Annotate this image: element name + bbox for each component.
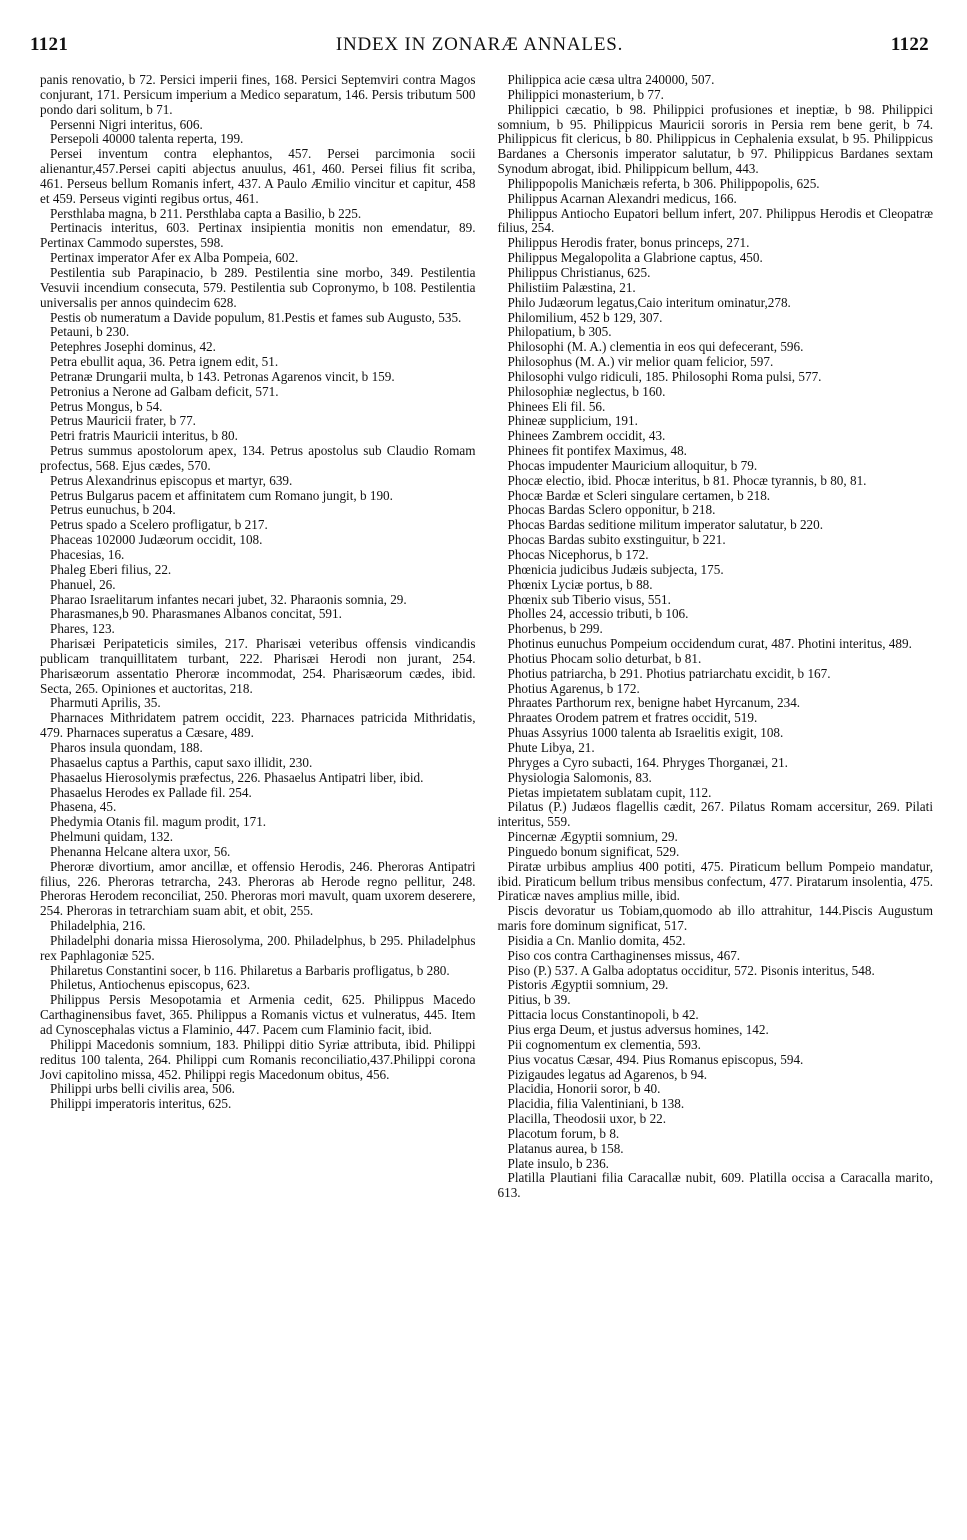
index-entry: Petrus spado a Scelero profligatur, b 217. (50, 517, 268, 533)
index-entry: Phenanna Helcane altera uxor, 56. (50, 843, 231, 859)
index-entry: Phraates Orodem patrem et fratres occidit, 519. (507, 710, 758, 726)
index-entry: Petri fratris Mauricii interitus, b 80. (50, 428, 238, 444)
index-entry: Pilatus (P.) Judæos flagellis cædit, 267. Pilatus Romam accersitur, 269. Pilati interitus, 559. (497, 799, 933, 830)
index-entry: Placilla, Theodosii uxor, b 22. (507, 1111, 667, 1127)
running-title: INDEX IN ZONARÆ ANNALES. (335, 34, 624, 55)
index-entry: Pholles 24, accessio tributi, b 106. (507, 606, 689, 622)
index-entry: Phedymia Otanis fil. magum prodit, 171. (50, 814, 267, 830)
index-entry: Phaleg Eberi filius, 22. (50, 561, 172, 577)
index-entry: Philosophi (M. A.) clementia in eos qui defecerant, 596. (507, 339, 804, 355)
index-entry: Philistiim Palæstina, 21. (507, 279, 636, 295)
index-entry: Placidia, filia Valentiniani, b 138. (507, 1096, 685, 1112)
index-entry: Philippi urbs belli civilis area, 506. (50, 1081, 235, 1097)
index-entry: Physiologia Salomonis, 83. (507, 769, 652, 785)
index-entry: Philippus Megalopolita a Glabrione captus, 450. (507, 250, 763, 266)
index-entry: Phocas Bardas subito exstinguitur, b 221. (507, 532, 726, 548)
index-entry: Philosophiæ neglectus, b 160. (507, 383, 666, 399)
index-entry: Platanus aurea, b 158. (507, 1140, 624, 1156)
index-entry: Phryges a Cyro subacti, 164. Phryges Thorganæi, 21. (507, 754, 788, 770)
index-entry: Petephres Josephi dominus, 42. (50, 339, 216, 355)
index-entry: Pisidia a Cn. Manlio domita, 452. (507, 932, 686, 948)
index-entry: Petrus Alexandrinus episcopus et martyr, 639. (50, 472, 293, 488)
index-entry: Phocas impudenter Mauricium alloquitur, b 79. (507, 457, 758, 473)
index-entry: Philippi imperatoris interitus, 625. (50, 1096, 232, 1112)
index-entry: Philippus Persis Mesopotamia et Armenia cedit, 625. Philippus Macedo Carthaginensibus favet, 365. Philippus a Romanis victus et vulneratus, 445. Item ad Cynoscephalas victus a Flaminio, 447. Pacem cum Flaminio facit, ibid. (40, 992, 476, 1037)
right-page-number: 1122 (890, 34, 929, 55)
index-entry: Phasaelus Herodes ex Pallade fil. 254. (50, 784, 252, 800)
index-entry: panis renovatio, b 72. Persici imperii fines, 168. Persici Septemviri contra Magos conjurant, 171. Persicum imperium a Medico separatum, 146. Persis tributum 500 pondo dari solitum, b 71. (40, 72, 476, 117)
index-entry: Phaceas 102000 Judæorum occidit, 108. (50, 532, 263, 548)
index-entry: Philaretus Constantini socer, b 116. Philaretus a Barbaris profligatus, b 280. (50, 962, 450, 978)
index-entry: Petranæ Drungarii multa, b 143. Petronas Agarenos vincit, b 159. (50, 368, 395, 384)
index-entry: Pius vocatus Cæsar, 494. Pius Romanus episcopus, 594. (507, 1051, 804, 1067)
index-entry: Philippus Herodis frater, bonus princeps, 271. (507, 235, 750, 251)
index-entry: Piso cos contra Carthaginenses missus, 467. (507, 947, 741, 963)
index-entry: Pistoris Ægyptii somnium, 29. (507, 977, 669, 993)
index-entry: Petrus Mongus, b 54. (50, 398, 163, 414)
index-entry: Petronius a Nerone ad Galbam deficit, 571. (50, 383, 279, 399)
index-entry: Persthlaba magna, b 211. Persthlaba capta a Basilio, b 225. (50, 205, 362, 221)
index-entry: Petrus Mauricii frater, b 77. (50, 413, 196, 429)
index-entry: Petauni, b 230. (50, 324, 130, 340)
index-entry: Phelmuni quidam, 132. (50, 829, 174, 845)
index-entry: Pharao Israelitarum infantes necari jubet, 32. Pharaonis somnia, 29. (50, 591, 407, 607)
index-entry: Piscis devoratur us Tobiam,quomodo ab illo attrahitur, 144.Piscis Augustum maris fore dominum significat, 517. (497, 903, 933, 934)
index-entry: Pertinax imperator Afer ex Alba Pompeia, 602. (50, 250, 299, 266)
index-entry: Persei inventum contra elephantos, 457. Persei parcimonia socii alienantur,457.Persei capiti abjectus anuulus, 461, 460. Persei filius fit scriba, 461. Perseus bellum Romanis infert, 437. A Paulo Æmilio vincitur et capitur, 458 et 459. Perseus viginti regibus ortus, 461. (40, 146, 476, 206)
index-entry: Philippus Antiocho Eupatori bellum infert, 207. Philippus Herodis et Cleopatræ filius, 254. (497, 205, 933, 236)
index-entry: Placidia, Honorii soror, b 40. (507, 1081, 661, 1097)
index-entry: Philippus Acarnan Alexandri medicus, 166. (507, 190, 737, 206)
index-entry: Pestis ob numeratum a Davide populum, 81.Pestis et fames sub Augusto, 535. (50, 309, 462, 325)
index-entry: Pii cognomentum ex clementia, 593. (507, 1036, 701, 1052)
index-entry: Phinees fit pontifex Maximus, 48. (507, 443, 687, 459)
index-entry: Photius Phocam solio deturbat, b 81. (507, 650, 702, 666)
index-entry: Philippi Macedonis somnium, 183. Philippi ditio Syriæ attributa, ibid. Philippi reditus 100 talenta, 264. Philippi cum Romanis reconciliatio,437.Philippi corona Jovi capitolino missa, 452. Philippi regis Macedonum obitus, 456. (40, 1036, 476, 1082)
index-entry: Pharasmanes,b 90. Pharasmanes Albanos concitat, 591. (50, 606, 342, 622)
index-entry: Philosophi vulgo ridiculi, 185. Philosophi Roma pulsi, 577. (507, 368, 822, 384)
index-entry: Phacesias, 16. (50, 547, 125, 562)
index-entry: Pharnaces Mithridatem patrem occidit, 223. Pharnaces patricida Mithridatis, 479. Pharnaces superatus a Cæsare, 489. (40, 710, 476, 741)
index-entry: Photinus eunuchus Pompeium occidendum curat, 487. Photini interitus, 489. (507, 636, 912, 652)
index-entry: Piratæ urbibus amplius 400 potiti, 475. Piraticum bellum Pompeio mandatur, ibid. Piraticum bellum tribus mensibus confectum, 477. Piratarum insolentia, 475. Piraticæ naves amplius mille, ibid. (497, 858, 933, 904)
index-entry: Pheroræ divortium, amor ancillæ, et offensio Herodis, 246. Pheroras Antipatri filius, 226. Pheroras tetrarcha, 243. Pheroras ab Herode regno pellitur, 248. Pheroras Herodem reconciliat, 250. Pheroras mori mavult, quam uxorem deserere, 254. Pheroras in tetrarchiam suam abit, et obit, 255. (40, 858, 476, 919)
left-column (40, 73, 476, 1528)
index-entry: Pharisæi Peripateticis similes, 217. Pharisæi veteribus offensis vindicandis publicam tranquillitatem turbant, 222. Pharisæi Herodi non jurant, 254. Pharisæorum assentatio Pheroræ incommodat, 254. Pharisæorum cædes, ibid. Secta, 265. Opiniones et auctoritas, 218. (40, 636, 476, 696)
right-column (498, 73, 934, 1528)
index-entry: Petrus summus apostolorum apex, 134. Petrus apostolus sub Claudio Romam profectus, 568. Ejus cædes, 570. (40, 443, 476, 473)
index-entry: Pestilentia sub Parapinacio, b 289. Pestilentia sine morbo, 349. Pestilentia Vesuvii incendium consecuta, 579. Pestilentia sub Copronymo, b 108. Pestilentia universalis per annos quindecim 628. (40, 264, 476, 310)
index-entry: Phanuel, 26. (50, 576, 116, 592)
index-entry: Phocas Bardas seditione militum imperator salutatur, b 220. (507, 517, 824, 533)
index-entry: Philetus, Antiochenus episcopus, 623. (50, 977, 251, 993)
index-entry: Philippici monasterium, b 77. (507, 86, 664, 102)
index-entry: Phinees Eli fil. 56. (507, 398, 606, 414)
index-entry: Phœnix sub Tiberio visus, 551. (507, 591, 671, 607)
index-entry: Pizigaudes legatus ad Agarenos, b 94. (507, 1066, 708, 1082)
index-entry: Phuas Assyrius 1000 talenta ab Israelitis exigit, 108. (507, 725, 784, 741)
index-entry: Phœnix Lyciæ portus, b 88. (507, 576, 653, 592)
index-entry: Philadelphi donaria missa Hierosolyma, 200. Philadelphus, b 295. Philadelphus rex Paphlagoniæ 525. (40, 932, 476, 963)
index-entry: Plate insulo, b 236. (507, 1155, 609, 1171)
index-entry: Platilla Plautiani filia Caracallæ nubit, 609. Platilla occisa a Caracalla marito, 613. (497, 1170, 933, 1201)
index-entry: Petrus eunuchus, b 204. (50, 502, 176, 518)
index-entry: Phocas Nicephorus, b 172. (507, 547, 649, 562)
index-entry: Petra ebullit aqua, 36. Petra ignem edit, 51. (50, 354, 279, 370)
index-entry: Phute Libya, 21. (507, 739, 595, 755)
index-entry: Philomilium, 452 b 129, 307. (507, 309, 663, 325)
index-entry: Phocæ electio, ibid. Phocæ interitus, b 81. Phocæ tyrannis, b 80, 81. (507, 472, 867, 488)
index-entry: Persepoli 40000 talenta reperta, 199. (50, 131, 244, 147)
index-entry: Placotum forum, b 8. (507, 1125, 620, 1141)
index-columns (40, 73, 933, 1528)
index-entry: Pharos insula quondam, 188. (50, 739, 203, 755)
index-entry: Phocæ Bardæ et Scleri singulare certamen, b 218. (507, 487, 771, 503)
index-entry: Petrus Bulgarus pacem et affinitatem cum Romano jungit, b 190. (50, 487, 393, 503)
index-entry: Philippus Christianus, 625. (507, 264, 651, 280)
index-entry: Pertinacis interitus, 603. Pertinax insipientia monitis non emendatur, 89. Pertinax Cammodo superstes, 598. (40, 220, 476, 251)
index-entry: Phasaelus Hierosolymis præfectus, 226. Phasaelus Antipatri liber, ibid. (50, 769, 424, 785)
left-page-number: 1121 (30, 34, 69, 55)
index-entry: Phorbenus, b 299. (507, 621, 603, 637)
index-entry: Pinguedo bonum significat, 529. (507, 843, 680, 859)
index-entry: Photius patriarcha, b 291. Photius patriarchatu excidit, b 167. (507, 665, 831, 681)
index-entry: Philosophus (M. A.) vir melior quam felicior, 597. (507, 354, 774, 370)
index-entry: Philippopolis Manichæis referta, b 306. Philippopolis, 625. (507, 175, 820, 191)
index-entry: Phasaelus captus a Parthis, caput saxo illidit, 230. (50, 754, 313, 770)
index-entry: Pietas impietatem sublatam cupit, 112. (507, 784, 712, 800)
index-entry: Phocas Bardas Sclero opponitur, b 218. (507, 502, 716, 518)
index-entry: Philippici cæcatio, b 98. Philippici profusiones et ineptiæ, b 98. Philippici somnium, b 95. Philippicus Mauricii sororis in Persia rem bene gerit, b 74. Philippicus fit clericus, b 80. Philippicus in Cephalenia exsulat, b 95. Philippicus Bardanes a Chersonis imperator salutatur, b 97. Philippicus Bardanes sextam Synodum abrogat, ibid. Philippicum bellum, 443. (497, 101, 933, 177)
index-entry: Phares, 123. (50, 621, 115, 637)
index-entry: Pius erga Deum, et justus adversus homines, 142. (507, 1022, 769, 1037)
index-entry: Pitius, b 39. (507, 992, 571, 1008)
index-entry: Philadelphia, 216. (50, 918, 146, 934)
index-entry: Pharmuti Aprilis, 35. (50, 695, 161, 711)
index-entry: Philopatium, b 305. (507, 324, 612, 340)
index-entry: Philippica acie cæsa ultra 240000, 507. (507, 72, 715, 87)
index-entry: Phineæ supplicium, 191. (507, 413, 638, 429)
index-entry: Photius Agarenus, b 172. (507, 680, 640, 696)
index-entry: Pittacia locus Constantinopoli, b 42. (507, 1007, 699, 1023)
index-entry: Phinees Zambrem occidit, 43. (507, 428, 666, 444)
index-entry: Persenni Nigri interitus, 606. (50, 116, 203, 132)
index-entry: Phasena, 45. (50, 799, 117, 815)
index-entry: Pincernæ Ægyptii somnium, 29. (507, 829, 678, 845)
index-entry: Phraates Parthorum rex, benigne habet Hyrcanum, 234. (507, 695, 801, 711)
index-entry: Phœnicia judicibus Judæis subjecta, 175. (507, 561, 724, 577)
index-entry: Philo Judæorum legatus,Caio interitum ominatur,278. (507, 294, 791, 310)
index-entry: Piso (P.) 537. A Galba adoptatus occiditur, 572. Pisonis interitus, 548. (507, 962, 875, 978)
page-header (30, 34, 929, 56)
